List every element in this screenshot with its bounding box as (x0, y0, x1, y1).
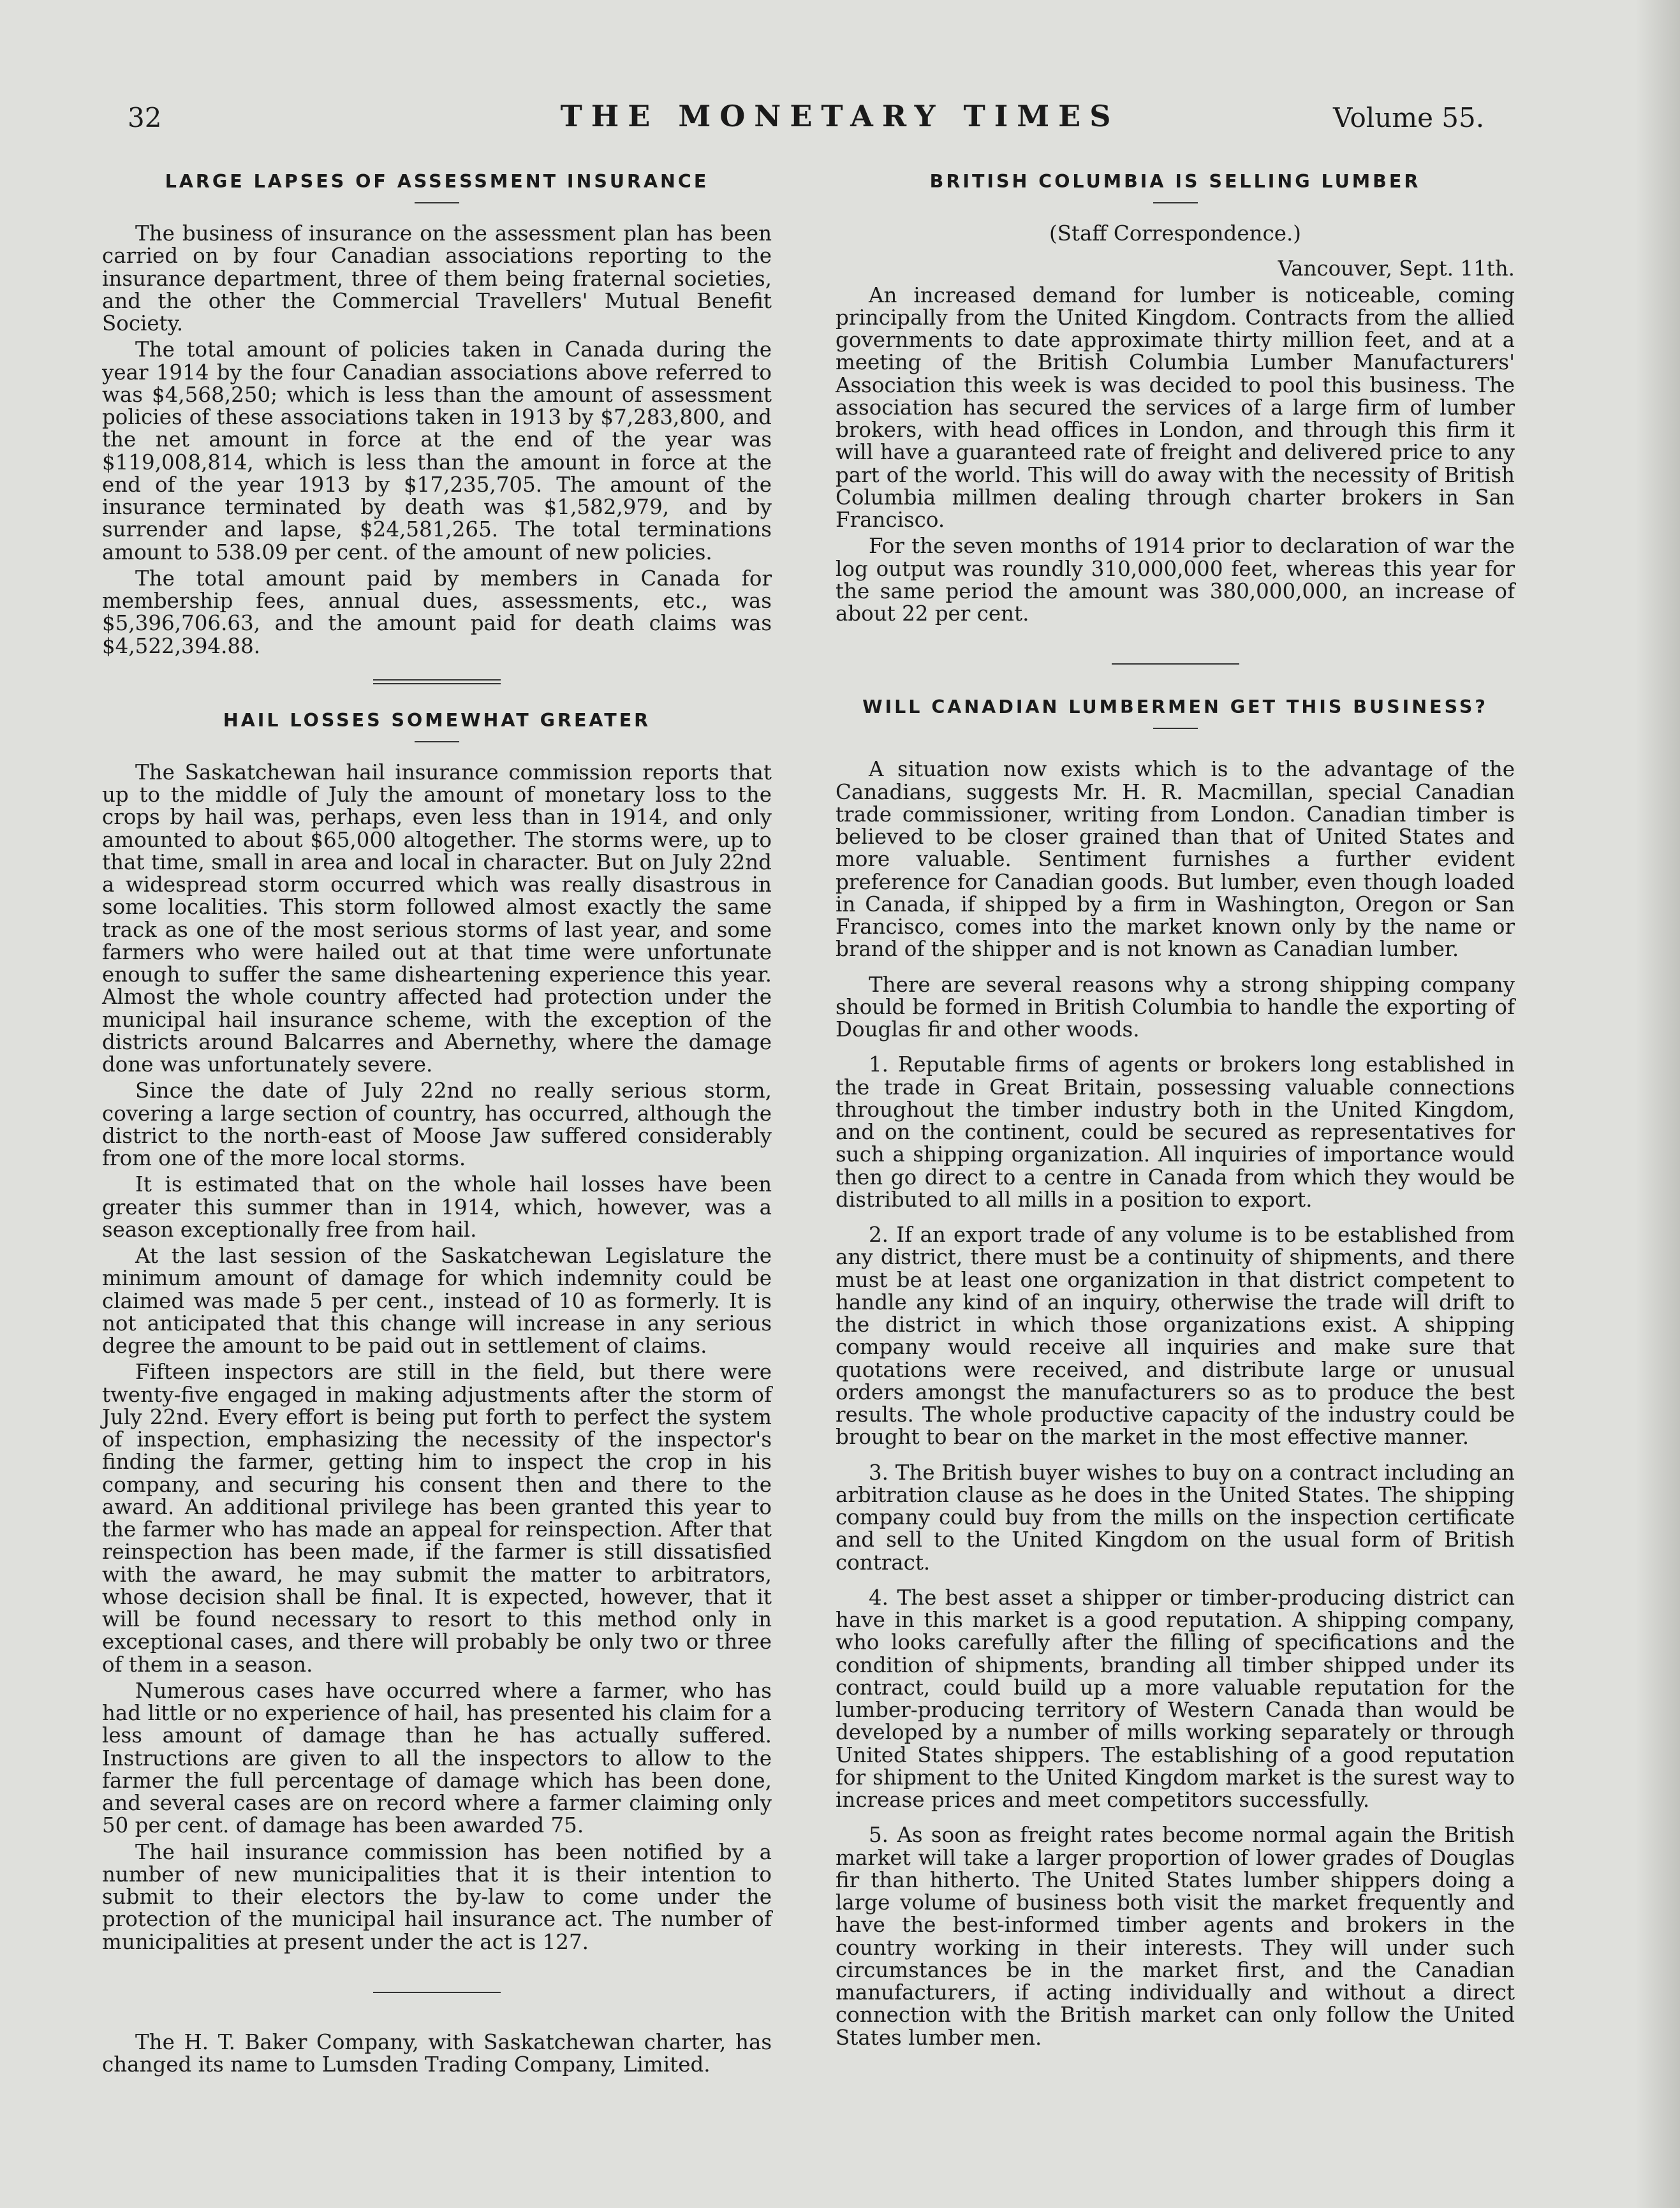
title-rule (415, 741, 459, 742)
article-title: LARGE LAPSES OF ASSESSMENT INSURANCE (165, 171, 709, 192)
dateline: Vancouver, Sept. 11th. (1278, 256, 1515, 281)
article-paragraph: Since the date of July 22nd no really serious storm, covering a large section of country, has occurred, although the district to the north-east of Moose Jaw suffered considerably from one of the more local storms. (102, 1078, 772, 1170)
right-column (836, 171, 1515, 2049)
page-number: 32 (128, 102, 162, 133)
page-header (0, 0, 1680, 166)
title-rule (415, 202, 459, 203)
article-paragraph: The total amount paid by members in Canada for membership fees, annual dues, assessments, etc., was $5,396,706.63, and the amount paid for death claims was $4,522,394.88. (102, 566, 772, 658)
title-rule (1153, 202, 1198, 203)
article-title: WILL CANADIAN LUMBERMEN GET THIS BUSINESS? (862, 696, 1488, 718)
numbered-paragraph: 5. As soon as freight rates become normal again the British market will take a larger proportion of lower grades of Douglas fir than hitherto. The United States lumber shippers doing a large volume of business both visit the market frequently and have the best-informed timber agents and brokers in the country working in their interests. They will under such circumstances be in the market first, and the Canadian manufacturers, if acting individually and without a direct connection with the British market can only follow the United States lumber men. (836, 1823, 1515, 2050)
article-paragraph: Fifteen inspectors are still in the field, but there were twenty-five engaged in making adjustments after the storm of July 22nd. Every effort is being put forth to perfect the system of inspection, emphasizing the necessity of the inspector's finding the farmer, getting him to inspect the crop in his company, and securing his consent then and there to the award. An additional privilege has been granted this year to the farmer who has made an appeal for reinspection. After that reinspection has been made, if the farmer is still dissatisfied with the award, he may submit the matter to arbitrators, whose decision shall be final. It is expected, however, that it will be found necessary to resort to this method only in exceptional cases, and there will probably be only two or three of them in a season. (102, 1360, 772, 1677)
numbered-paragraph: 1. Reputable firms of agents or brokers long established in the trade in Great Britain, possessing valuable connections throughout the timber industry both in the United Kingdom, and on the continent, could be secured as representatives for such a shipping organization. All inquiries of importance would then go direct to a centre in Canada from which they would be distributed to all mills in a position to export. (836, 1052, 1515, 1212)
volume-label: Volume 55. (1333, 102, 1485, 133)
article-bc-lumber (836, 171, 1515, 625)
page-edge-shadow (1635, 0, 1680, 2208)
section-divider (373, 679, 501, 684)
article-paragraph: Numerous cases have occurred where a farmer, who has had little or no experience of hail, has presented his claim for a less amount of damage than he has actually suffered. Instructions are given to all the inspectors to allow to the farmer the full percentage of damage which has been done, and several cases are on record where a farmer claiming only 50 per cent. of damage has been awarded 75. (102, 1678, 772, 1838)
article-canadian-lumbermen (836, 696, 1515, 2049)
journal-title: THE MONETARY TIMES (560, 99, 1120, 133)
article-assessment-insurance (102, 171, 772, 658)
numbered-paragraph: 3. The British buyer wishes to buy on a contract including an arbitration clause as he does in the United States. The shipping company could buy from the mills on the inspection certificate and sell to the United Kingdom on the usual form of British contract. (836, 1460, 1515, 1575)
article-paragraph: There are several reasons why a strong shipping company should be formed in British Columbia to handle the exporting of Douglas fir and other woods. (836, 972, 1515, 1041)
article-paragraph: The H. T. Baker Company, with Saskatchewan charter, has changed its name to Lumsden Trading Company, Limited. (102, 2029, 772, 2077)
title-rule (1153, 728, 1198, 729)
article-paragraph: It is estimated that on the whole hail losses have been greater this summer than in 1914, which, however, was a season exceptionally free from hail. (102, 1172, 772, 1242)
article-paragraph: The hail insurance commission has been notified by a number of new municipalities that it is their intention to submit to their electors the by-law to come under the protection of the municipal hail insurance act. The number of municipalities at present under the act is 127. (102, 1839, 772, 1954)
article-paragraph: An increased demand for lumber is noticeable, coming principally from the United Kingdom. Contracts from the allied governments to date approximate thirty million feet, and at a meeting of the British Columbia Lumber Manufacturers' Association this week is was decided to pool this business. The association has secured the services of a large firm of lumber brokers, with head offices in London, and through this firm it will have a guaranteed rate of freight and delivered price to any part of the world. This will do away with the necessity of British Columbia millmen dealing through charter brokers in San Francisco. (836, 283, 1515, 532)
article-paragraph: The total amount of policies taken in Canada during the year 1914 by the four Canadian associations above referred to was $4,568,250; which is less than the amount of assessment policies of these associations taken in 1913 by $7,283,800, and the net amount in force at the end of the year was $119,008,814, which is less than the amount in force at the end of the year 1913 by $17,235,705. The amount of the insurance terminated by death was $1,582,979, and by surrender and lapse, $24,581,265. The total terminations amount to 538.09 per cent. of the amount of new policies. (102, 337, 772, 564)
article-title: BRITISH COLUMBIA IS SELLING LUMBER (929, 171, 1421, 192)
article-paragraph: The business of insurance on the assessment plan has been carried on by four Canadian associations reporting to the insurance department, three of them being fraternal societies, and the other the Commercial Travellers' Mutual Benefit Society. (102, 221, 772, 335)
article-paragraph: At the last session of the Saskatchewan Legislature the minimum amount of damage for which indemnity could be claimed was made 5 per cent., instead of 10 as formerly. It is not anticipated that this change will increase in any serious degree the amount to be paid out in settlement of claims. (102, 1244, 772, 1358)
article-hail-losses (102, 710, 772, 1954)
section-divider (373, 1992, 501, 1993)
left-column (102, 171, 772, 2076)
numbered-paragraph: 2. If an export trade of any volume is to be established from any district, there must be a continuity of shipments, and there must be at least one organization in that district competent to handle any kind of an inquiry, otherwise the trade will drift to the district in which those organizations exist. A shipping company would receive all inquiries and make sure that quotations were received, and distribute large or unusual orders amongst the manufacturers so as to produce the best results. The whole productive capacity of the industry could be brought to bear on the market in the most effective manner. (836, 1223, 1515, 1450)
article-title: HAIL LOSSES SOMEWHAT GREATER (223, 709, 651, 731)
article-paragraph: A situation now exists which is to the advantage of the Canadians, suggests Mr. H. R. Macmillan, special Canadian trade commissioner, writing from London. Canadian timber is believed to be closer grained than that of United States and more valuable. Sentiment furnishes a further evident preference for Canadian goods. But lumber, even though loaded in Canada, if shipped by a firm in Washington, Oregon or San Francisco, comes into the market known only by the name or brand of the shipper and is not known as Canadian lumber. (836, 757, 1515, 962)
article-paragraph: For the seven months of 1914 prior to declaration of war the log output was roundly 310,000,000 feet, whereas this year for the same period the amount was 380,000,000, an increase of about 22 per cent. (836, 534, 1515, 626)
article-baker-company (102, 2031, 772, 2077)
article-subtitle: (Staff Correspondence.) (1049, 221, 1301, 246)
article-paragraph: The Saskatchewan hail insurance commission reports that up to the middle of July the amount of monetary loss to the crops by hail was, perhaps, even less than in 1914, and only amounted to about $65,000 altogether. The storms were, up to that time, small in area and local in character. But on July 22nd a widespread storm occurred which was really disastrous in some localities. This storm followed almost exactly the same track as one of the most serious storms of last year, and some farmers who were hailed out at that time were unfortunate enough to suffer the same disheartening experience this year. Almost the whole country affected had protection under the municipal hail insurance scheme, with the exception of the districts around Balcarres and Abernethy, where the damage done was unfortunately severe. (102, 760, 772, 1077)
numbered-paragraph: 4. The best asset a shipper or timber-producing district can have in this market is a good reputation. A shipping company, who looks carefully after the filling of specifications and the condition of shipments, branding all timber shipped under its contract, could build up a more valuable reputation for the lumber-producing territory of Western Canada than would be developed by a number of mills working separately or through United States shippers. The establishing of a good reputation for shipment to the United Kingdom market is the surest way to increase prices and meet competitors successfully. (836, 1585, 1515, 1812)
section-divider (1112, 663, 1239, 665)
